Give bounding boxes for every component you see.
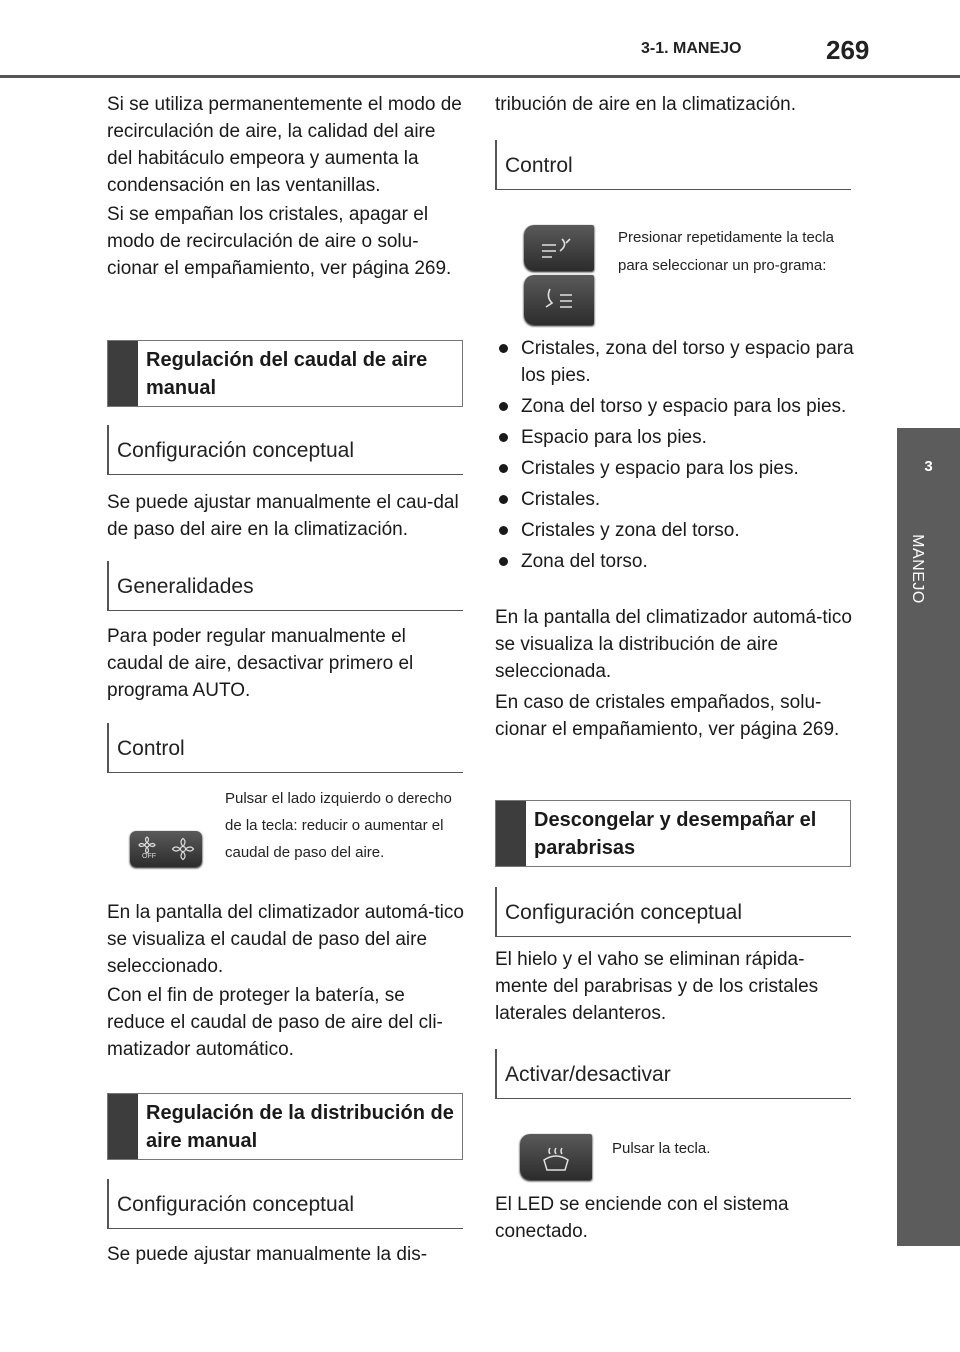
heading-box-defrost bbox=[495, 800, 851, 867]
subheading-control-right bbox=[495, 140, 851, 190]
key-note-fan: Pulsar el lado izquierdo o derecho de la tecla: reducir o aumentar el caudal de paso del aire. bbox=[225, 790, 452, 861]
heading-bar bbox=[108, 1094, 138, 1159]
windshield-defrost-icon bbox=[520, 1134, 592, 1180]
heading-distribution: Regulación de la distribución de aire manual bbox=[146, 1102, 454, 1152]
list-item: Cristales y espacio para los pies. bbox=[495, 455, 855, 482]
subheading-text: Control bbox=[117, 737, 185, 760]
list-item: Cristales, zona del torso y espacio para los pies. bbox=[495, 335, 855, 389]
distribution-program-list bbox=[495, 335, 855, 579]
heading-bar bbox=[496, 801, 526, 866]
subheading-generalities bbox=[107, 561, 463, 611]
distribution-key-upper[interactable] bbox=[524, 225, 594, 271]
paragraph-display-airflow: En la pantalla del climatizador automá-tico se visualiza el caudal de paso del aire seleccionado. bbox=[107, 902, 464, 977]
paragraph-led: El LED se enciende con el sistema conectado. bbox=[495, 1194, 789, 1242]
off-label: OFF bbox=[142, 853, 156, 860]
subheading-concept-1 bbox=[107, 425, 463, 475]
paragraph-distribution-start: Se puede ajustar manualmente la dis- bbox=[107, 1244, 428, 1265]
heading-airflow: Regulación del caudal de aire manual bbox=[146, 349, 428, 399]
subheading-concept-3 bbox=[495, 887, 851, 937]
heading-box-airflow bbox=[107, 340, 463, 407]
fan-speed-key[interactable] bbox=[130, 831, 202, 867]
chapter-tab: 3 bbox=[897, 428, 960, 506]
air-distribution-upper-icon bbox=[524, 225, 594, 271]
paragraph-fogging: Si se empañan los cristales, apagar el modo de recirculación de aire o solu-cionar el empañamiento, ver página 269. bbox=[107, 204, 452, 279]
distribution-key-lower[interactable] bbox=[524, 275, 594, 325]
paragraph-auto-off: Para poder regular manualmente el caudal de aire, desactivar primero el programa AUTO. bbox=[107, 626, 414, 701]
list-item: Espacio para los pies. bbox=[495, 424, 855, 451]
paragraph-distribution-end: tribución de aire en la climatización. bbox=[495, 94, 796, 115]
paragraph-battery: Con el fin de proteger la batería, se reduce el caudal de paso de aire del cli-matizador automático. bbox=[107, 985, 443, 1060]
subheading-concept-2 bbox=[107, 1179, 463, 1229]
header-divider bbox=[0, 75, 960, 78]
key-note-distribution: Presionar repetidamente la tecla para seleccionar un pro-grama: bbox=[618, 229, 834, 274]
list-item: Zona del torso. bbox=[495, 548, 855, 575]
defrost-key[interactable] bbox=[520, 1134, 592, 1180]
subheading-text: Configuración conceptual bbox=[117, 439, 354, 462]
subheading-text: Configuración conceptual bbox=[117, 1193, 354, 1216]
list-item: Cristales y zona del torso. bbox=[495, 517, 855, 544]
subheading-text: Generalidades bbox=[117, 575, 254, 598]
key-note-defrost: Pulsar la tecla. bbox=[612, 1140, 711, 1157]
section-title: 3-1. MANEJO bbox=[641, 40, 742, 57]
subheading-control-left bbox=[107, 723, 463, 773]
subheading-on-off bbox=[495, 1049, 851, 1099]
paragraph-fogged-windows: En caso de cristales empañados, solu-cionar el empañamiento, ver página 269. bbox=[495, 692, 840, 740]
paragraph-defrost-effect: El hielo y el vaho se eliminan rápida-mente del parabrisas y de los cristales laterales delanteros. bbox=[495, 949, 819, 1024]
heading-defrost: Descongelar y desempañar el parabrisas bbox=[534, 809, 817, 859]
paragraph-display-distribution: En la pantalla del climatizador automá-tico se visualiza la distribución de aire seleccionada. bbox=[495, 607, 852, 682]
subheading-text: Control bbox=[505, 154, 573, 177]
subheading-text: Configuración conceptual bbox=[505, 901, 742, 924]
page-number: 269 bbox=[826, 35, 870, 65]
heading-bar bbox=[108, 341, 138, 406]
paragraph-recirculation: Si se utiliza permanentemente el modo de recirculación de aire, la calidad del aire del habitáculo empeora y aumenta la condensación en las ventanillas. bbox=[107, 94, 462, 196]
subheading-text: Activar/desactivar bbox=[505, 1063, 671, 1086]
fan-icon bbox=[130, 831, 202, 867]
paragraph-airflow-adjust: Se puede ajustar manualmente el cau-dal de paso del aire en la climatización. bbox=[107, 492, 459, 540]
list-item: Cristales. bbox=[495, 486, 855, 513]
air-distribution-lower-icon bbox=[524, 275, 594, 325]
list-item: Zona del torso y espacio para los pies. bbox=[495, 393, 855, 420]
chapter-label: MANEJO bbox=[909, 534, 926, 604]
heading-box-distribution bbox=[107, 1093, 463, 1160]
